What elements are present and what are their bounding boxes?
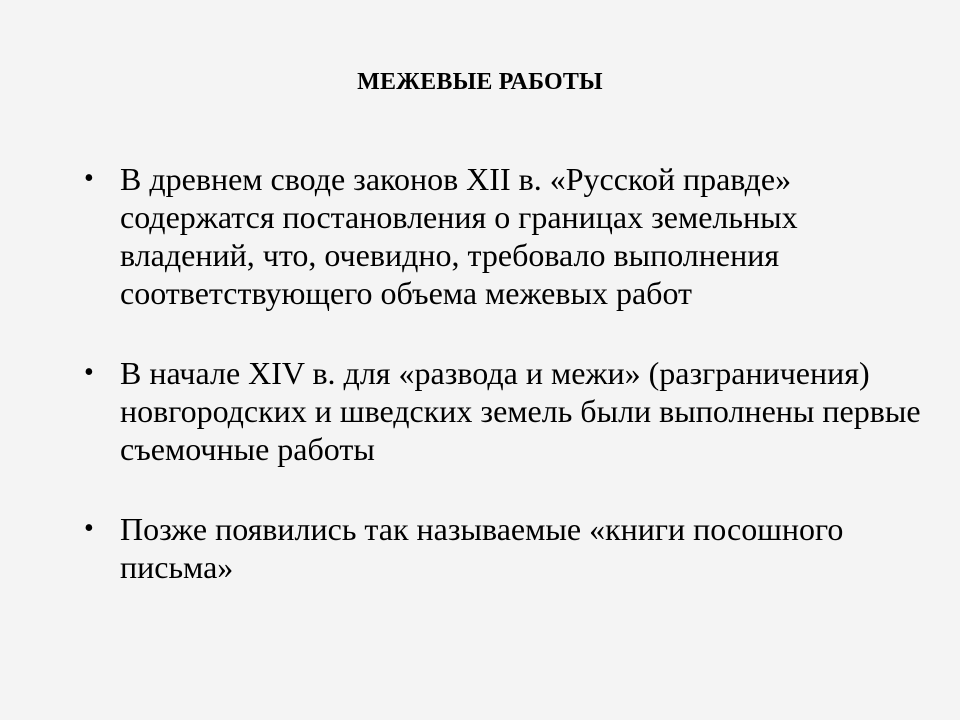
- bullet-text: Позже появились так называемые «книги посошного письма»: [120, 511, 844, 585]
- bullet-item: [84, 510, 924, 586]
- bullet-list: [84, 160, 924, 586]
- slide-title: МЕЖЕВЫЕ РАБОТЫ: [357, 69, 603, 95]
- bullet-item: [84, 354, 924, 468]
- bullet-text: В начале XIV в. для «развода и межи» (разграничения) новгородских и шведских земель были выполнены первые съемочные работы: [120, 355, 921, 467]
- bullet-icon: •: [84, 163, 94, 194]
- bullet-icon: •: [84, 357, 94, 388]
- bullet-icon: •: [84, 513, 94, 544]
- bullet-text: В древнем своде законов XII в. «Русской правде» содержатся постановления о границах земельных владений, что, очевидно, требовало выполнения соответствующего объема межевых работ: [120, 161, 798, 311]
- bullet-item: [84, 160, 924, 312]
